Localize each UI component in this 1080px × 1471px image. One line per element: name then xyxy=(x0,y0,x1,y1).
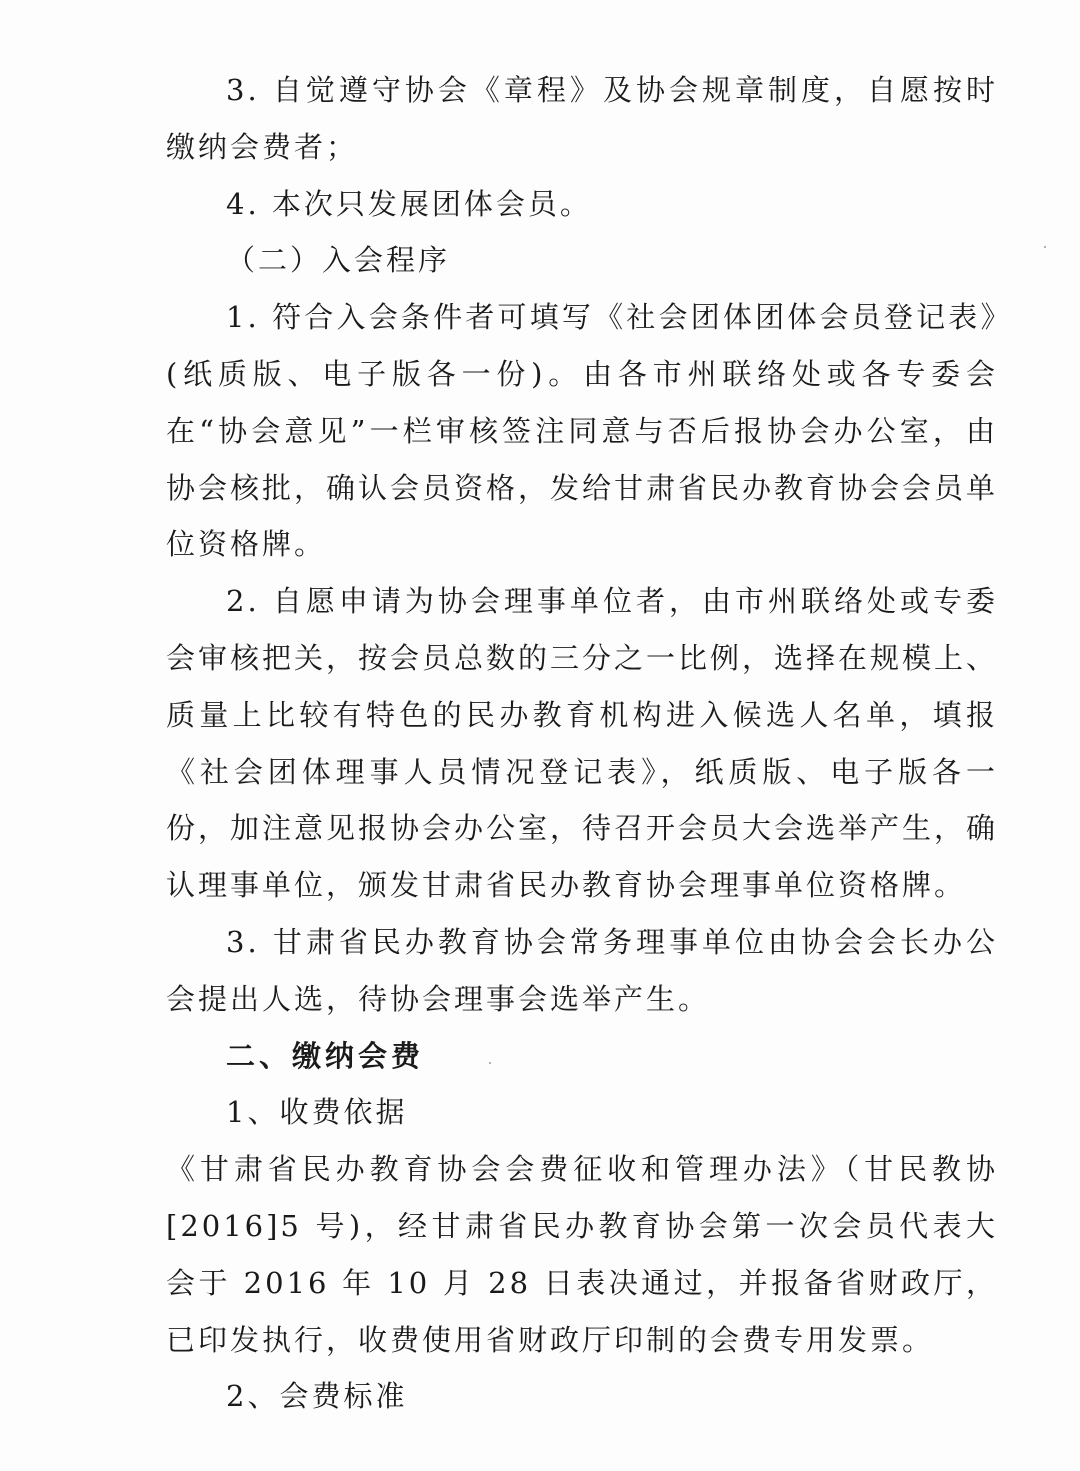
paragraph-fee-basis: 《甘肃省民办教育协会会费征收和管理办法》（甘民教协[2016]5 号)，经甘肃省民办教育协会第一次会员代表大会于 2016 年 10 月 28 日表决通过，并报备省财政厅，已印发执行，收费使用省财政厅印制的会费专用发票。 xyxy=(166,1152,998,1357)
paragraph-condition-4: 4. 本次只发展团体会员。 xyxy=(226,186,592,221)
section-heading-admission-procedure: （二）入会程序 xyxy=(226,243,451,278)
document-body xyxy=(166,62,998,1425)
paragraph-condition-3: 3. 自觉遵守协会《章程》及协会规章制度，自愿按时缴纳会费者； xyxy=(166,73,998,164)
subheading-fee-standard: 2、会费标准 xyxy=(226,1379,408,1414)
scan-speck xyxy=(1044,246,1046,248)
paragraph-procedure-2: 2. 自愿申请为协会理事单位者，由市州联络处或专委会审核把关，按会员总数的三分之一比例，选择在规模上、质量上比较有特色的民办教育机构进入候选人名单，填报《社会团体理事人员情况登记表》，纸质版、电子版各一份，加注意见报协会办公室，待召开会员大会选举产生，确认理事单位，颁发甘肃省民办教育协会理事单位资格牌。 xyxy=(166,584,999,903)
paragraph-procedure-1: 1. 符合入会条件者可填写《社会团体团体会员登记表》(纸质版、电子版各一份)。由各市州联络处或各专委会在“协会意见”一栏审核签注同意与否后报协会办公室，由协会核批，确认会员资格，发给甘肃省民办教育协会会员单位资格牌。 xyxy=(166,300,999,562)
subheading-fee-basis: 1、收费依据 xyxy=(226,1095,408,1130)
section-heading-membership-fee: 二、缴纳会费 xyxy=(226,1038,425,1073)
paragraph-procedure-3: 3. 甘肃省民办教育协会常务理事单位由协会会长办公会提出人选，待协会理事会选举产生。 xyxy=(166,924,998,1016)
